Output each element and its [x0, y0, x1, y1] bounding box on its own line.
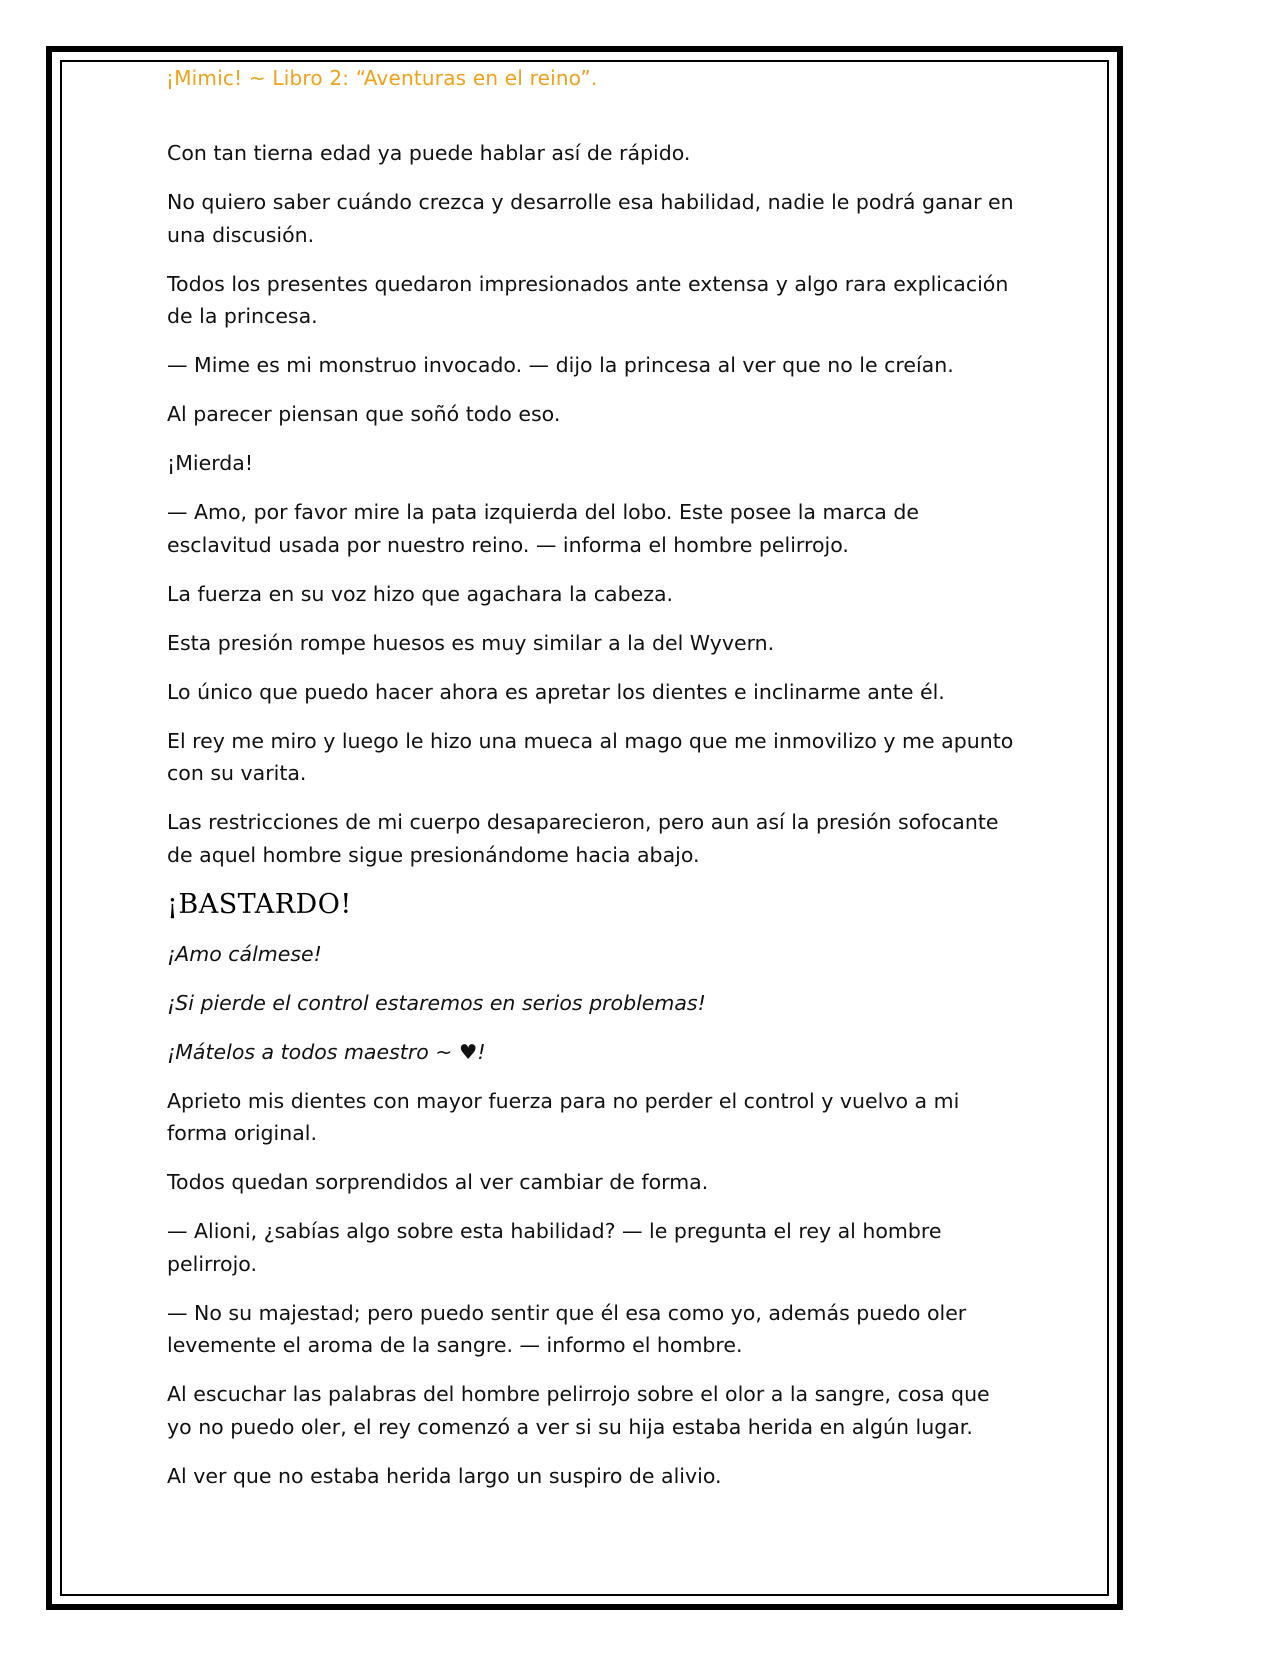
italic-line-2: ¡Si pierde el control estaremos en serios problemas!: [167, 990, 706, 1015]
italic-line-1: ¡Amo cálmese!: [167, 941, 322, 966]
paragraph-20: — No su majestad; pero puedo sentir que él esa como yo, además puedo oler levemente el aroma de la sangre. — informo el hombre.: [167, 1300, 967, 1357]
paragraph-2: No quiero saber cuándo crezca y desarrolle esa habilidad, nadie le podrá ganar en una discusión.: [167, 190, 1014, 247]
paragraph-21: Al escuchar las palabras del hombre pelirrojo sobre el olor a la sangre, cosa que yo no puedo oler, el rey comenzó a ver si su hija estaba herida en algún lugar.: [167, 1382, 990, 1439]
paragraph-18: Todos quedan sorprendidos al ver cambiar de forma.: [167, 1170, 709, 1194]
page-header-title: ¡Mimic! ~ Libro 2: “Aventuras en el reino”.: [166, 66, 598, 90]
paragraph-6: ¡Mierda!: [167, 451, 254, 475]
paragraph-10: Lo único que puedo hacer ahora es apretar los dientes e inclinarme ante él.: [167, 679, 945, 704]
paragraph-9: Esta presión rompe huesos es muy similar a la del Wyvern.: [167, 630, 775, 655]
paragraph-7: — Amo, por favor mire la pata izquierda del lobo. Este posee la marca de esclavitud usada por nuestro reino. — informa el hombre pelirrojo.: [167, 500, 919, 557]
paragraph-5: Al parecer piensan que soñó todo eso.: [167, 402, 561, 426]
italic-line-3: ¡Mátelos a todos maestro ~ ♥!: [167, 1039, 486, 1064]
paragraph-12: Las restricciones de mi cuerpo desaparecieron, pero aun así la presión sofocante de aquel hombre sigue presionándome hacia abajo.: [167, 810, 999, 867]
paragraph-3: Todos los presentes quedaron impresionados ante extensa y algo rara explicación de la princesa.: [167, 271, 1009, 328]
paragraph-17: Aprieto mis dientes con mayor fuerza para no perder el control y vuelvo a mi forma original.: [167, 1088, 960, 1145]
paragraph-1: Con tan tierna edad ya puede hablar así de rápido.: [167, 141, 691, 165]
shout-line: ¡BASTARDO!: [167, 888, 352, 920]
paragraph-22: Al ver que no estaba herida largo un suspiro de alivio.: [167, 1463, 722, 1488]
paragraph-11: El rey me miro y luego le hizo una mueca al mago que me inmovilizo y me apunto con su varita.: [167, 728, 1014, 785]
document-body: [167, 137, 1017, 1509]
paragraph-19: — Alioni, ¿sabías algo sobre esta habilidad? — le pregunta el rey al hombre pelirrojo.: [167, 1219, 942, 1276]
paragraph-8: La fuerza en su voz hizo que agachara la cabeza.: [167, 581, 674, 606]
paragraph-4: — Mime es mi monstruo invocado. — dijo la princesa al ver que no le creían.: [167, 353, 954, 377]
